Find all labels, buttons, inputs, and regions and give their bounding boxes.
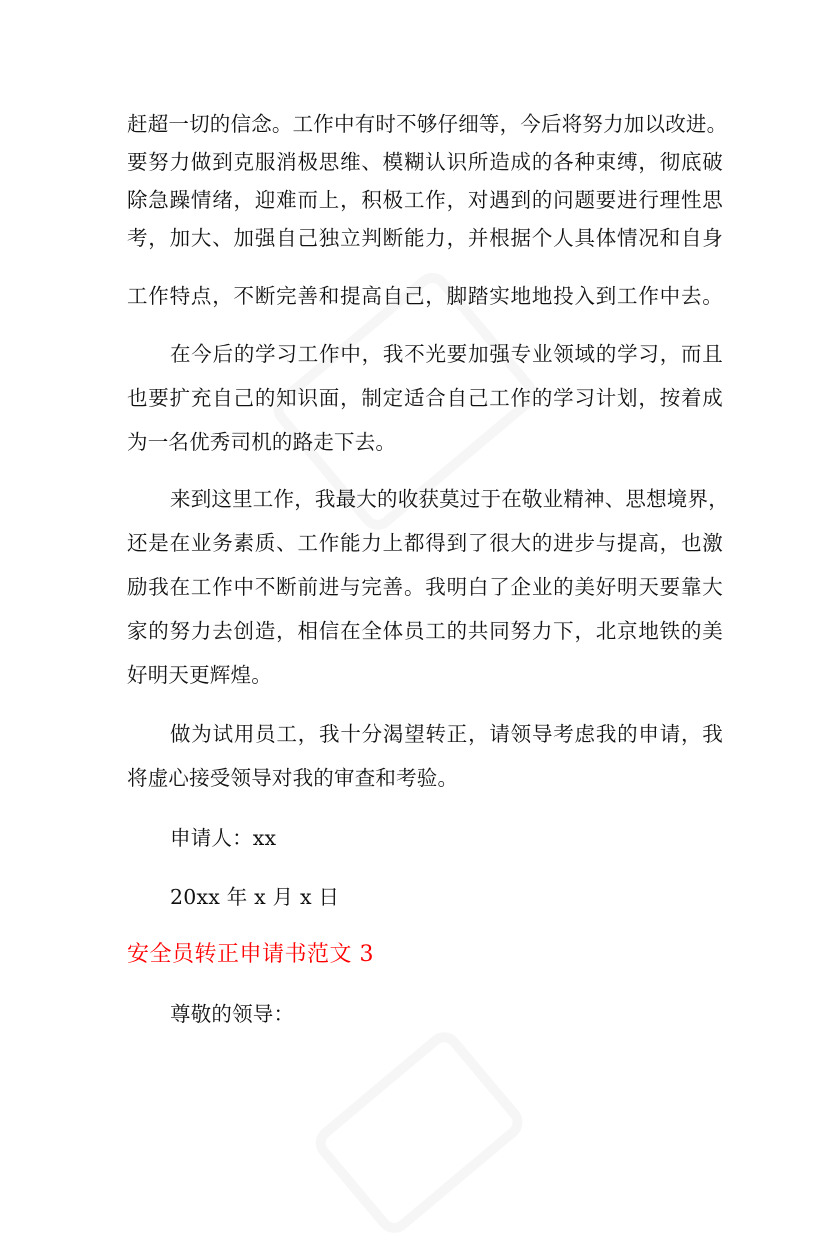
paragraph-3-line-5: 好明天更辉煌。 (127, 663, 272, 687)
paragraph-1-line-2: 要努力做到克服消极思维、模糊认识所造成的各种束缚，彻底破 (127, 150, 723, 174)
paragraph-3-line-3: 励我在工作中不断前进与完善。我明白了企业的美好明天要靠大 (127, 575, 723, 599)
paragraph-2-line-1: 在今后的学习工作中，我不光要加强专业领域的学习，而且 (170, 342, 723, 366)
date-line: 20xx 年 x 月 x 日 (170, 885, 340, 909)
paragraph-3-line-1: 来到这里工作，我最大的收获莫过于在敬业精神、思想境界， (170, 487, 729, 511)
paragraph-1-line-5: 工作特点，不断完善和提高自己，脚踏实地地投入到工作中去。 (127, 284, 723, 308)
paragraph-1-line-4: 考，加大、加强自己独立判断能力，并根据个人具体情况和自身 (127, 226, 723, 250)
watermark-bottom (308, 1012, 551, 1248)
paragraph-2-line-2: 也要扩充自己的知识面，制定适合自己工作的学习计划，按着成 (127, 386, 723, 410)
paragraph-4-line-1: 做为试用员工，我十分渴望转正，请领导考虑我的申请，我 (170, 722, 723, 746)
paragraph-3-line-2: 还是在业务素质、工作能力上都得到了很大的进步与提高，也激 (127, 531, 723, 555)
paragraph-4-line-2: 将虚心接受领导对我的审查和考验。 (127, 766, 459, 790)
section-heading: 安全员转正申请书范文 3 (127, 942, 374, 967)
paragraph-3-line-4: 家的努力去创造，相信在全体员工的共同努力下，北京地铁的美 (127, 619, 723, 643)
applicant-line: 申请人：xx (170, 826, 277, 850)
paragraph-2-line-3: 为一名优秀司机的路走下去。 (127, 430, 397, 454)
paragraph-1-line-1: 赶超一切的信念。工作中有时不够仔细等，今后将努力加以改进。 (127, 112, 728, 136)
salutation: 尊敬的领导： (170, 1002, 295, 1026)
paragraph-1-line-3: 除急躁情绪，迎难而上，积极工作，对遇到的问题要进行理性思 (127, 188, 723, 212)
